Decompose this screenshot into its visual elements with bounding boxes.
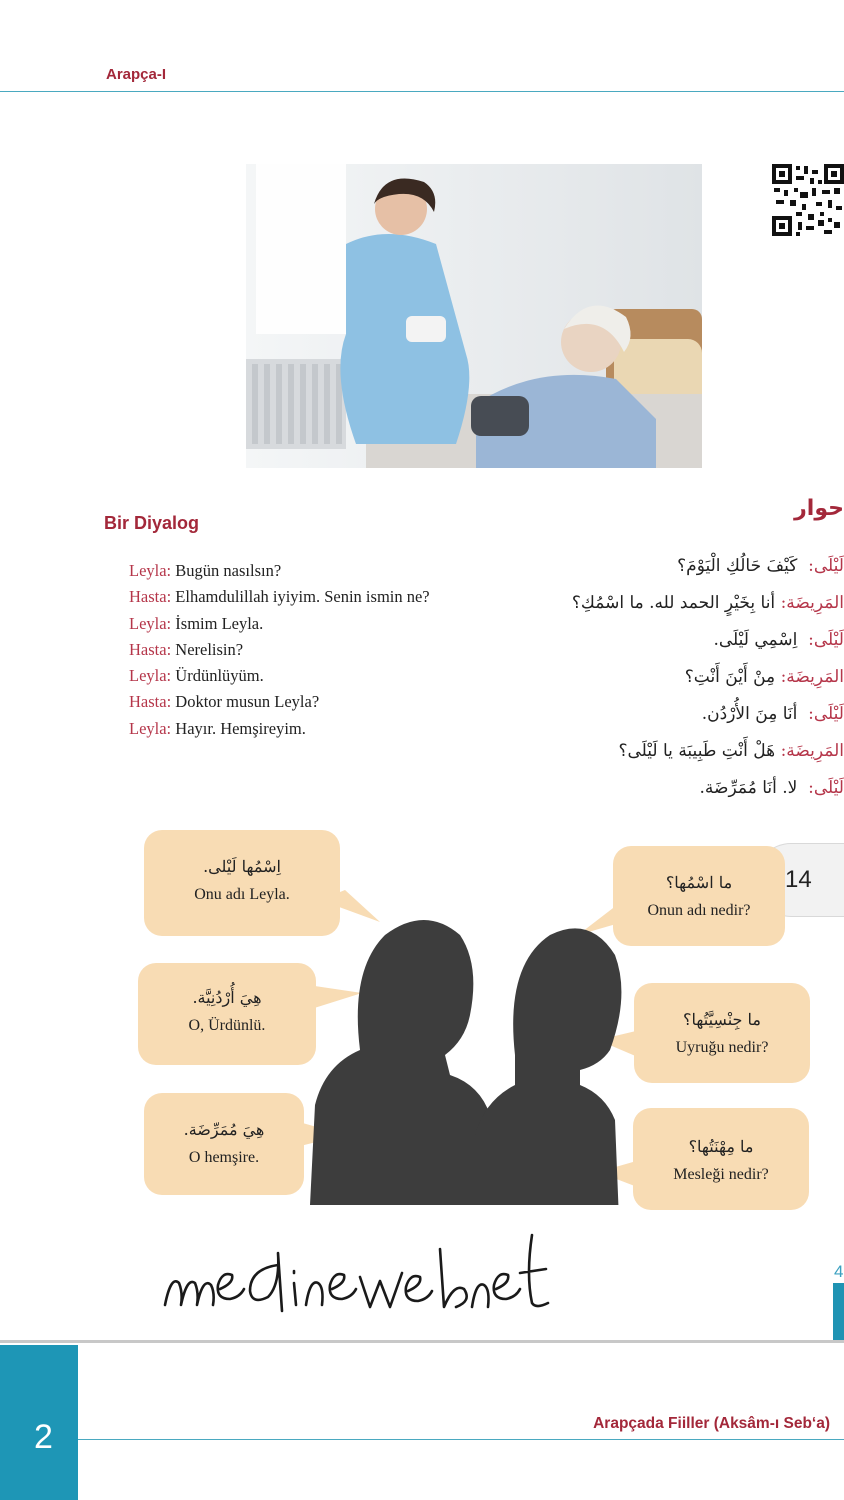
line-text: مِنْ أَيْنَ أَنْتِ؟ [684, 667, 776, 687]
line-text: اِسْمِي لَيْلَى. [713, 630, 798, 650]
arabic-dialog [424, 548, 844, 807]
line-text: أنَا مِنَ الأُرْدُن. [701, 704, 798, 724]
dialog-line [424, 733, 844, 770]
bubble-arabic: ما اسْمُها؟ [665, 873, 733, 892]
header-divider [0, 91, 844, 92]
speech-bubble-left [144, 830, 340, 936]
footer-page-number: 2 [34, 1418, 53, 1456]
side-page-number: 4 [834, 1262, 844, 1281]
speaker-label: Hasta: [129, 692, 172, 712]
bubble-turkish: Onu adı Leyla. [194, 886, 290, 903]
dialog-line [129, 663, 430, 689]
line-text: لا. أنَا مُمَرِّضَة. [699, 778, 798, 798]
speaker-label: المَرِيضَة: [780, 667, 844, 687]
dialog-line [424, 548, 844, 585]
line-text: أنا بِخَيْرٍ الحمد لله. ما اسْمُكِ؟ [571, 593, 776, 613]
speaker-label: Leyla: [129, 666, 172, 686]
dialog-line [424, 622, 844, 659]
dialog-line [129, 558, 430, 584]
bubble-turkish: O, Ürdünlü. [188, 1017, 266, 1034]
dialog-title-arabic: حوار [794, 496, 844, 521]
line-text: Elhamdulillah iyiyim. Senin ismin ne? [175, 587, 430, 607]
footer-divider [0, 1340, 844, 1343]
dialog-line [424, 770, 844, 807]
line-text: Hayır. Hemşireyim. [175, 718, 306, 738]
dialog-line [129, 637, 430, 663]
women-silhouettes [300, 900, 640, 1205]
footer-underline [78, 1439, 844, 1440]
line-text: هَلْ أَنْتِ طَبِيبَة يا لَيْلَى؟ [618, 741, 776, 761]
speaker-label: Leyla: [129, 718, 172, 738]
speaker-label: Leyla: [129, 613, 172, 633]
footer-chapter-title: Arapçada Fiiller (Aksâm-ı Seb‘a) [593, 1415, 830, 1432]
speaker-label: لَيْلَى: [808, 556, 844, 576]
dialog-line [129, 716, 430, 742]
dialog-line [129, 611, 430, 637]
speech-bubble-left [138, 963, 316, 1065]
line-text: Ürdünlüyüm. [175, 666, 264, 686]
speech-bubble-right [633, 1108, 809, 1210]
bubble-turkish: O hemşire. [188, 1149, 260, 1166]
page-tab-number: 14 [785, 866, 812, 893]
side-bar [833, 1283, 844, 1341]
dialog-title-turkish: Bir Diyalog [104, 513, 200, 533]
speaker-label: لَيْلَى: [808, 630, 844, 650]
line-text: Doktor musun Leyla? [175, 692, 320, 712]
dialog-line [129, 689, 430, 715]
dialog-line [129, 584, 430, 610]
dialog-line [424, 696, 844, 733]
speech-bubble-right [634, 983, 810, 1083]
speaker-label: المَرِيضَة: [780, 741, 844, 761]
bubble-arabic: اِسْمُها لَيْلى. [203, 857, 281, 876]
book-title: Arapça-I [106, 66, 167, 83]
bubble-turkish: Uyruğu nedir? [675, 1039, 769, 1056]
bubble-arabic: هِيَ مُمَرِّضَة. [183, 1120, 265, 1139]
speech-bubble-right [613, 846, 785, 946]
qr-code[interactable] [772, 164, 844, 236]
line-text: كَيْفَ حَالُكِ الْيَوْمَ؟ [677, 556, 798, 576]
speaker-label: لَيْلَى: [808, 704, 844, 724]
bubble-turkish: Mesleği nedir? [673, 1166, 769, 1183]
handwritten-watermark [160, 1225, 560, 1320]
line-text: İsmim Leyla. [175, 613, 264, 633]
bubble-arabic: هِيَ أُرْدُنِيَّة. [192, 988, 262, 1007]
speaker-label: لَيْلَى: [808, 778, 844, 798]
dialog-line [424, 659, 844, 696]
speech-bubble-left [144, 1093, 304, 1195]
nurse-patient-photo [246, 164, 702, 468]
line-text: Nerelisin? [175, 639, 244, 659]
line-text: Bugün nasılsın? [175, 561, 282, 580]
bubble-turkish: Onun adı nedir? [647, 902, 751, 919]
speaker-label: Leyla: [129, 561, 172, 580]
speaker-label: Hasta: [129, 639, 172, 659]
bubble-arabic: ما جِنْسِيَّتُها؟ [683, 1010, 761, 1029]
bubble-arabic: ما مِهْنَتُها؟ [688, 1137, 754, 1156]
speaker-label: المَرِيضَة: [780, 593, 844, 613]
dialog-line [424, 585, 844, 622]
turkish-dialog [129, 558, 430, 742]
speaker-label: Hasta: [129, 587, 172, 607]
